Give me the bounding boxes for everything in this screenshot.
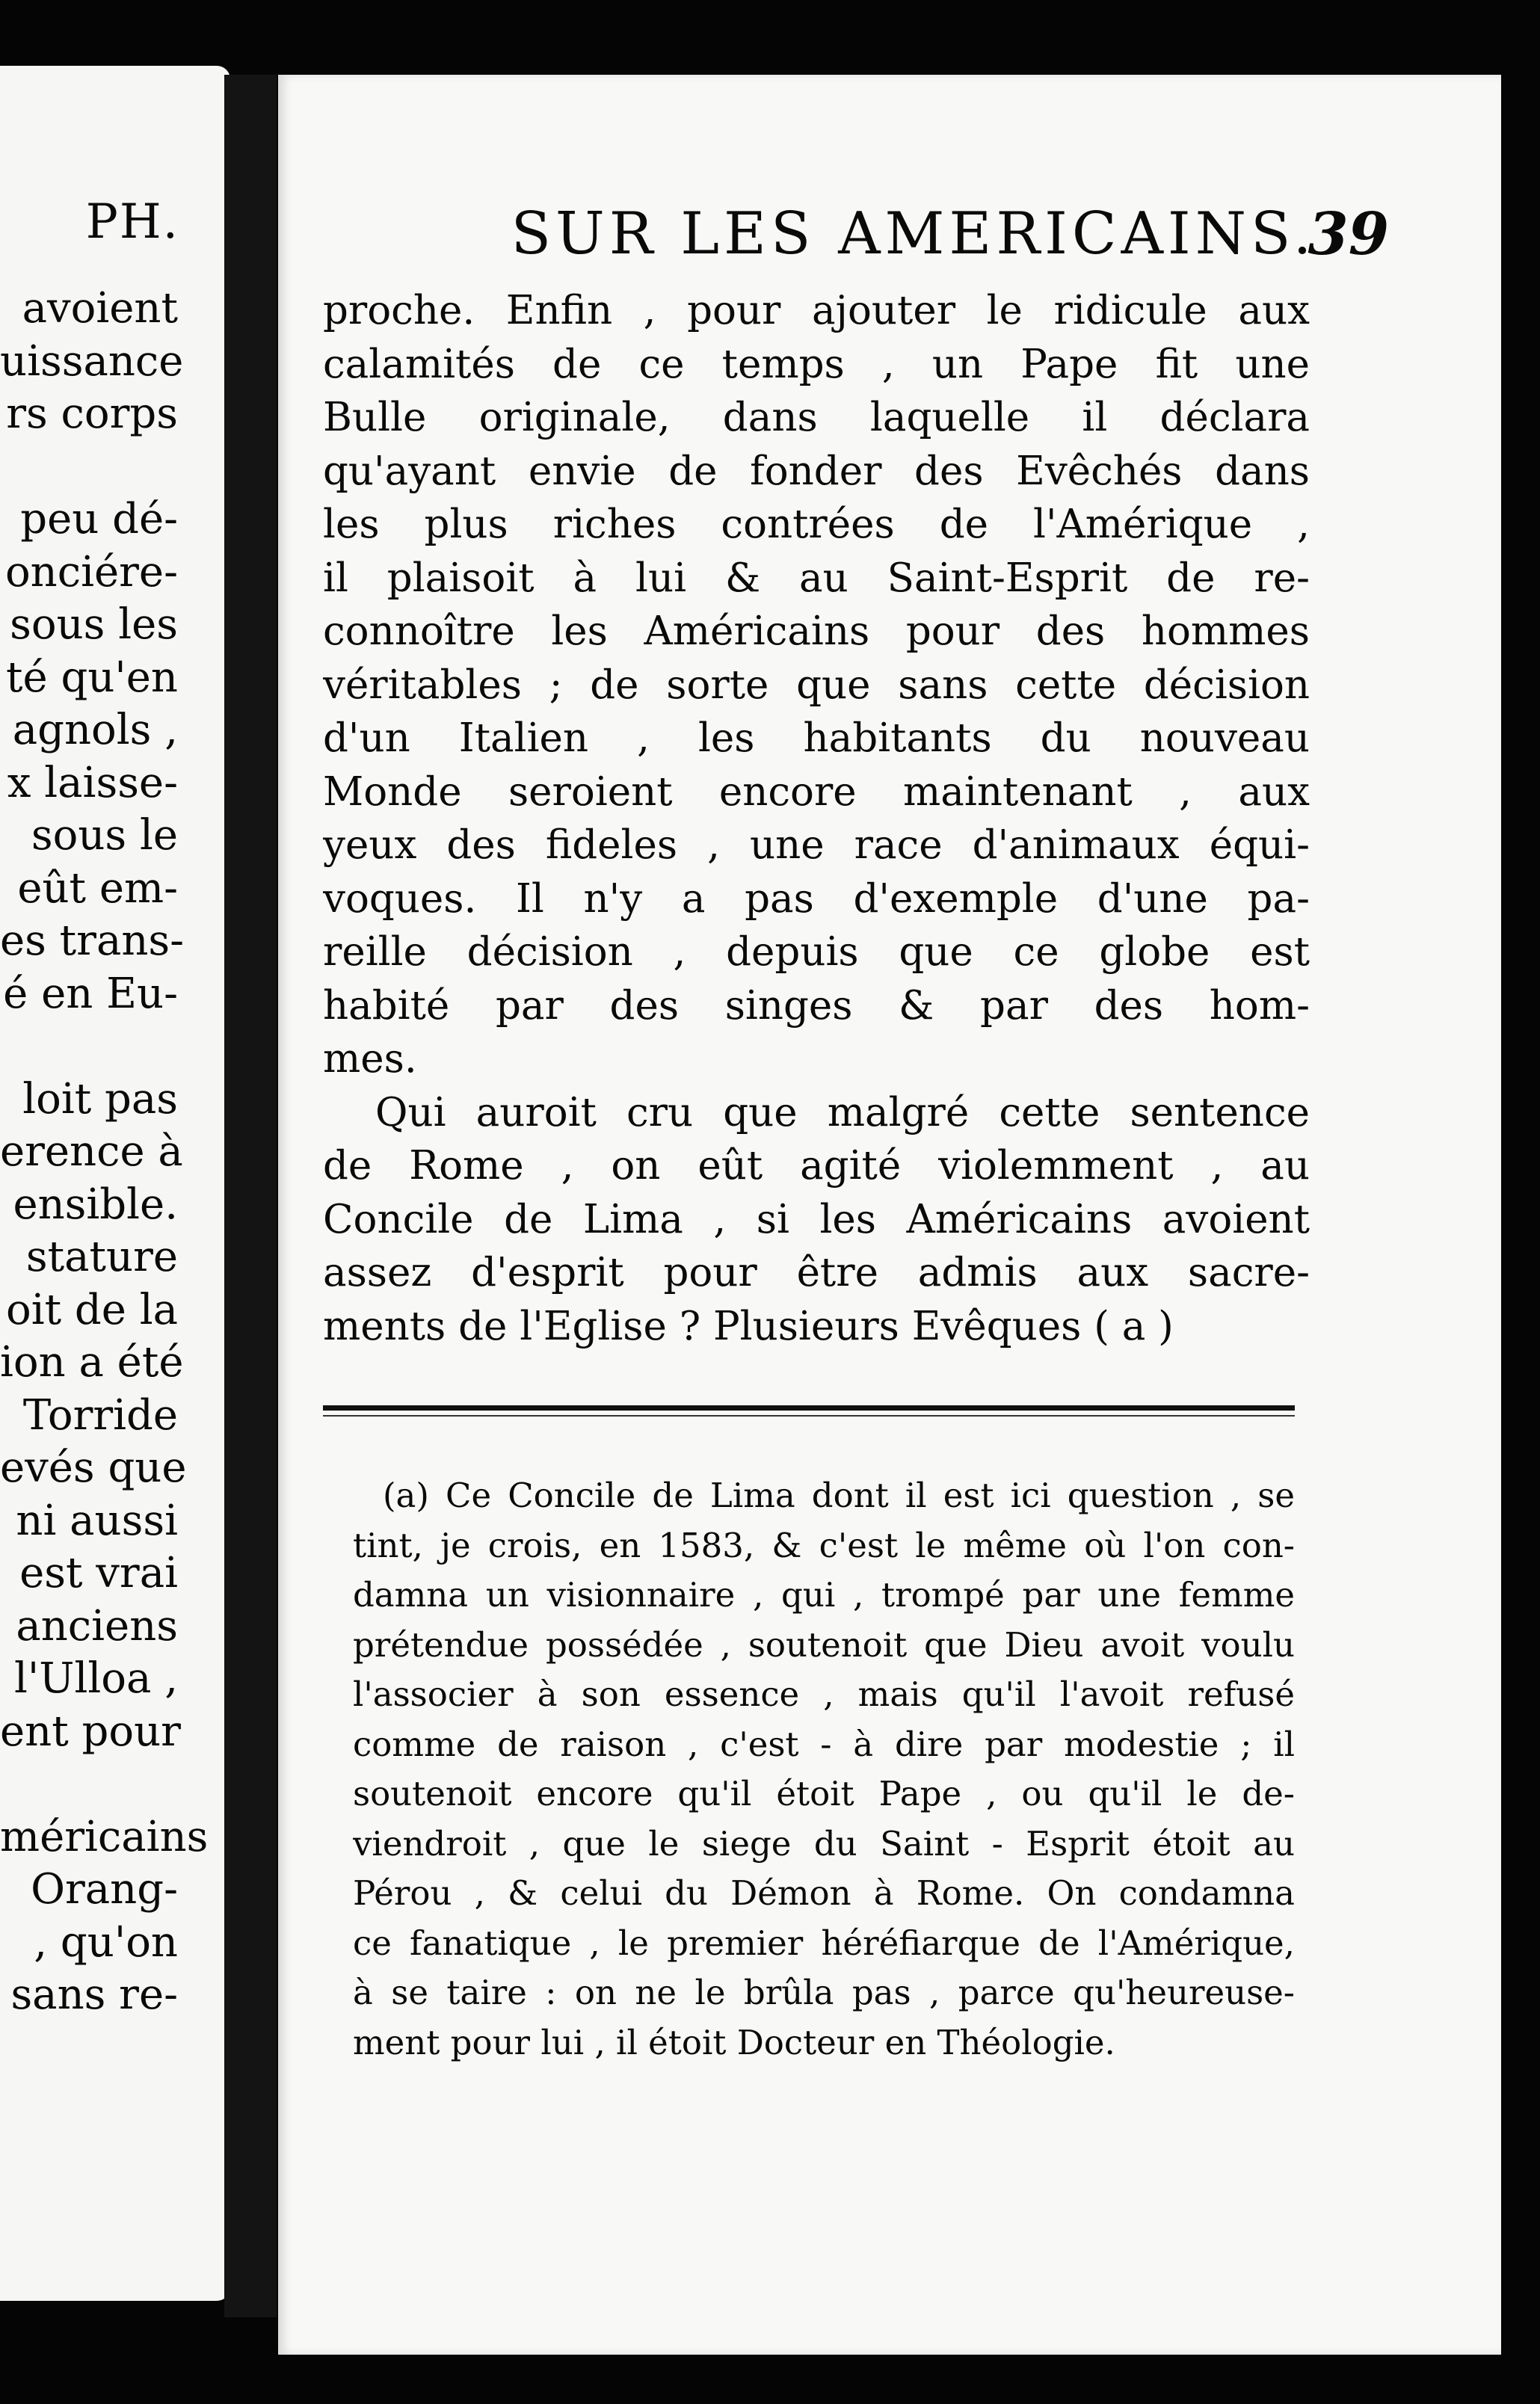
previous-page-line: Torride bbox=[22, 1390, 178, 1440]
footnote-line: prétendue possédée , soutenoit que Dieu avoit voulu bbox=[353, 1624, 1295, 1665]
previous-page-line: eût em- bbox=[17, 863, 178, 913]
previous-page-line: sans re- bbox=[10, 1970, 178, 2019]
previous-page-line: es trans- bbox=[0, 916, 185, 965]
book-gutter bbox=[224, 75, 277, 2317]
previous-page-line: stature bbox=[25, 1233, 178, 1281]
previous-page-line: ent pour bbox=[0, 1707, 181, 1756]
page-number: 39 bbox=[1308, 200, 1389, 268]
previous-page-line: agnols , bbox=[12, 706, 178, 754]
running-head: SUR LES AMERICAINS. bbox=[511, 200, 1316, 268]
body-line: il plaisoit à lui & au Saint-Esprit de re- bbox=[323, 555, 1310, 601]
body-line: de Rome , on eût agité violemment , au bbox=[323, 1143, 1310, 1189]
previous-page-line: est vrai bbox=[19, 1549, 178, 1597]
body-line: d'un Italien , les habitants du nouveau bbox=[323, 715, 1310, 761]
previous-page-line: onciére- bbox=[4, 547, 178, 597]
previous-page-line: evés que bbox=[0, 1443, 187, 1492]
previous-page-line: té qu'en bbox=[6, 653, 178, 702]
footnote-line: (a) Ce Concile de Lima dont il est ici question , se bbox=[383, 1476, 1295, 1515]
body-line: reille décision , depuis que ce globe est bbox=[323, 929, 1310, 975]
previous-page-line: ensible. bbox=[13, 1180, 178, 1229]
previous-page-line bbox=[0, 1758, 224, 1811]
previous-page-line: sous les bbox=[10, 600, 178, 649]
previous-page-line: ni aussi bbox=[16, 1496, 178, 1545]
body-line: véritables ; de sorte que sans cette décision bbox=[323, 662, 1310, 708]
body-line: connoître les Américains pour des hommes bbox=[323, 608, 1310, 654]
body-line: calamités de ce temps , un Pape fit une bbox=[323, 341, 1310, 387]
body-line: Bulle originale, dans laquelle il déclara bbox=[323, 395, 1310, 440]
body-line: voques. Il n'y a pas d'exemple d'une pa- bbox=[323, 875, 1310, 922]
footnote-line: l'associer à son essence , mais qu'il l'avoit refusé bbox=[353, 1674, 1295, 1714]
footnote-rule bbox=[323, 1405, 1295, 1411]
body-line: ments de l'Eglise ? Plusieurs Evêques ( a ) bbox=[323, 1303, 1174, 1349]
body-line: les plus riches contrées de l'Amérique , bbox=[323, 502, 1310, 547]
previous-page-line: peu dé- bbox=[20, 495, 178, 543]
previous-page-line: méricains bbox=[0, 1812, 209, 1861]
book-page bbox=[278, 75, 1501, 2355]
footnote-line: à se taire : on ne le brûla pas , parce qu'heureuse- bbox=[353, 1973, 1295, 2012]
previous-page-line: ion a été bbox=[0, 1338, 184, 1387]
body-line: assez d'esprit pour être admis aux sacre- bbox=[323, 1250, 1310, 1295]
previous-page-line bbox=[0, 441, 224, 494]
body-text bbox=[323, 284, 1310, 1353]
previous-page-line: oit de la bbox=[5, 1285, 178, 1334]
body-line: Qui auroit cru que malgré cette sentence bbox=[375, 1089, 1310, 1135]
body-line: Monde seroient encore maintenant , aux bbox=[323, 768, 1310, 815]
previous-page-line: sous le bbox=[31, 811, 178, 860]
previous-page-line: avoient bbox=[22, 284, 178, 333]
body-line: habité par des singes & par des hom- bbox=[323, 982, 1310, 1029]
previous-page-line: erence à bbox=[0, 1127, 183, 1176]
previous-page-running-head: PH. bbox=[85, 194, 179, 250]
body-line: Concile de Lima , si les Américains avoient bbox=[323, 1196, 1310, 1242]
previous-page-text bbox=[0, 283, 224, 2022]
previous-page-fragment bbox=[0, 66, 230, 2301]
body-line: yeux des fideles , une race d'animaux équi- bbox=[323, 822, 1310, 868]
previous-page-line: l'Ulloa , bbox=[13, 1654, 178, 1703]
previous-page-line: Orang- bbox=[31, 1865, 178, 1914]
body-line: mes. bbox=[323, 1036, 417, 1082]
footnote-rule-thin bbox=[323, 1415, 1295, 1417]
footnote-line: ment pour lui , il étoit Docteur en Théologie. bbox=[353, 2022, 1115, 2062]
footnote bbox=[353, 1471, 1295, 2068]
footnote-line: damna un visionnaire , qui , trompé par une femme bbox=[353, 1575, 1295, 1615]
previous-page-line bbox=[0, 1020, 224, 1073]
previous-page-line: , qu'on bbox=[34, 1917, 178, 1967]
body-line: proche. Enfin , pour ajouter le ridicule aux bbox=[323, 288, 1310, 333]
footnote-line: tint, je crois, en 1583, & c'est le même où l'on con- bbox=[353, 1525, 1295, 1565]
previous-page-line: loit pas bbox=[22, 1074, 178, 1124]
previous-page-line: uissance bbox=[0, 336, 184, 386]
body-line: qu'ayant envie de fonder des Evêchés dans bbox=[323, 448, 1310, 494]
previous-page-line: rs corps bbox=[6, 389, 178, 438]
previous-page-line: anciens bbox=[16, 1601, 178, 1651]
footnote-line: Pérou , & celui du Démon à Rome. On condamna bbox=[353, 1873, 1295, 1913]
previous-page-line: x laisse- bbox=[7, 758, 178, 807]
footnote-line: soutenoit encore qu'il étoit Pape , ou qu'il le de- bbox=[353, 1774, 1295, 1813]
footnote-line: viendroit , que le siege du Saint - Esprit étoit au bbox=[353, 1823, 1295, 1864]
footnote-line: comme de raison , c'est - à dire par modestie ; il bbox=[353, 1724, 1295, 1764]
footnote-line: ce fanatique , le premier héréfiarque de l'Amérique, bbox=[353, 1923, 1295, 1963]
previous-page-line: é en Eu- bbox=[3, 969, 178, 1018]
